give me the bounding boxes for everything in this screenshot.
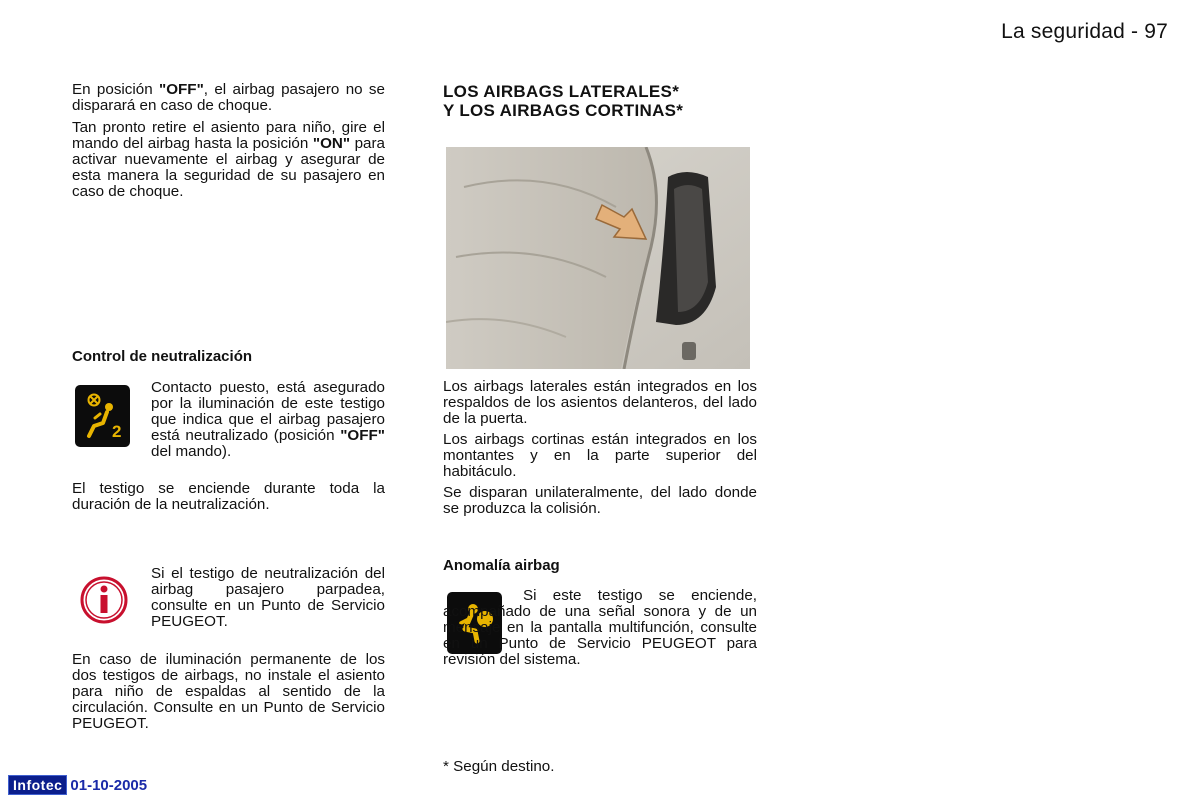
text-segment: , el airbag pasajero no se disparará en caso de choque. <box>72 81 385 114</box>
paragraph-on-position <box>72 120 385 200</box>
paragraph-off-position <box>72 82 385 114</box>
paragraph-iluminacion-permanente: En caso de iluminación permanente de los dos testigos de airbags, no instale el asiento para niño de espaldas al sentido de la circulación. Consulte en un Punto de Servicio PEUGEOT. <box>72 651 385 732</box>
paragraph-disparan: Se disparan unilateralmente, del lado donde se produzca la colisión. <box>443 484 757 517</box>
paragraph-airbags-laterales: Los airbags laterales están integrados en los respaldos de los asientos delanteros, del lado de la puerta. <box>443 378 757 427</box>
heading-airbags-laterales: LOS AIRBAGS LATERALES* <box>443 82 680 101</box>
footnote: * Según destino. <box>443 758 555 775</box>
seat-side-airbag-photo <box>446 147 750 369</box>
text-segment: Tan pronto retire el asiento para niño, gire el mando del airbag hasta la posición <box>72 119 385 152</box>
text-bold: "OFF" <box>159 81 204 98</box>
heading-control-neutralizacion: Control de neutralización <box>72 348 253 365</box>
paragraph-parpadea: Si el testigo de neutralización del airbag pasajero parpadea, consulte en un Punto de Servicio PEUGEOT. <box>151 565 385 630</box>
icon-digit: 2 <box>111 422 121 441</box>
paragraph-contacto-puesto <box>151 380 385 460</box>
text-segment: En posición <box>72 81 159 98</box>
footer <box>8 775 147 795</box>
paragraph-airbags-cortinas: Los airbags cortinas están integrados en los montantes y en la parte superior del habitáculo. <box>443 431 757 480</box>
info-icon <box>78 574 130 626</box>
page-header: La seguridad - 97 <box>1001 20 1168 43</box>
footer-date: 01-10-2005 <box>70 776 148 794</box>
heading-airbags-cortinas: Y LOS AIRBAGS CORTINAS* <box>443 101 684 120</box>
text-segment: para activar nuevamente el airbag y asegurar de esta manera la seguridad de su pasajero en caso de choque. <box>72 135 386 200</box>
paragraph-anomalia: Si este testigo se enciende, acompañado de una señal sonora y de un mensaje en la pantalla multifunción, consulte en un Punto de Servicio PEUGEOT para revisión del sistema. <box>443 587 757 668</box>
text-bold: "OFF" <box>340 427 385 444</box>
passenger-airbag-off-icon <box>75 385 130 447</box>
text-bold: "ON" <box>312 135 351 152</box>
infotec-logo: Infotec <box>8 775 67 795</box>
text-segment: Contacto puesto, está asegurado por la iluminación de este testigo que indica que el airbag pasajero está neutralizado (posición <box>151 379 385 444</box>
heading-anomalia-airbag: Anomalía airbag <box>443 557 560 574</box>
text-segment: del mando). <box>151 443 232 460</box>
paragraph-testigo-enciende: El testigo se enciende durante toda la duración de la neutralización. <box>72 480 385 513</box>
